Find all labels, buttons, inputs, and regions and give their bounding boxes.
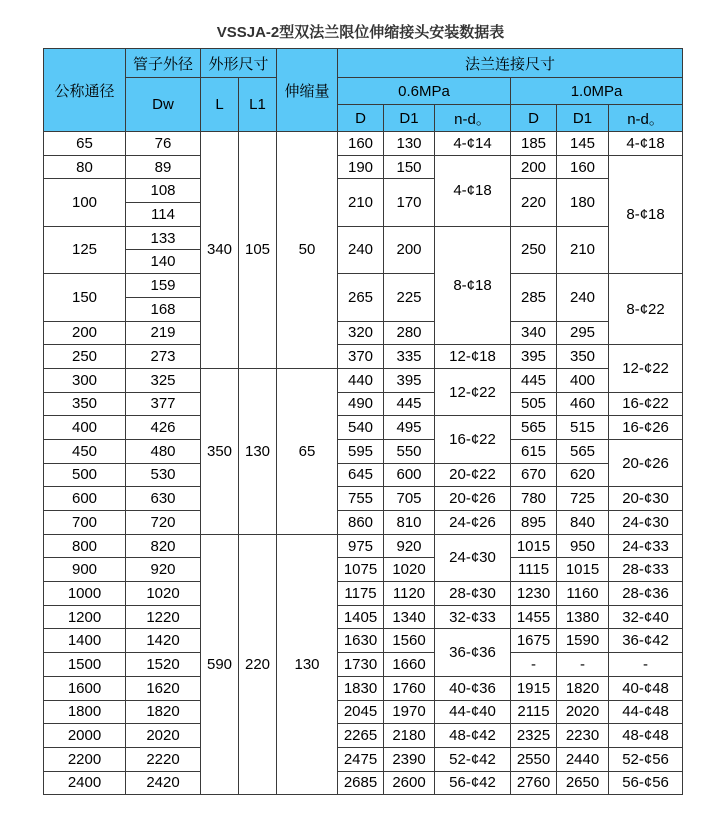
header-nd-10: n-d。 [609,105,683,132]
table-cell: 8-¢18 [435,226,511,344]
table-cell: 450 [44,439,126,463]
table-cell: 1760 [384,676,435,700]
table-cell: 1000 [44,582,126,606]
table-cell: 273 [126,345,201,369]
table-cell: 2045 [338,700,384,724]
table-cell: 160 [338,132,384,156]
table-cell: 1820 [126,700,201,724]
header-d1-10: D1 [557,105,609,132]
table-row [44,392,683,416]
table-cell: 200 [511,155,557,179]
table-cell: 2020 [557,700,609,724]
table-cell: 300 [44,368,126,392]
table-cell: 200 [384,226,435,273]
table-row [44,368,683,392]
table-cell: 820 [126,534,201,558]
table-cell: 28-¢33 [609,558,683,582]
table-cell: 36-¢36 [435,629,511,676]
table-cell: 400 [557,368,609,392]
table-cell: 150 [384,155,435,179]
table-cell: 2400 [44,771,126,795]
table-cell: 20-¢30 [609,487,683,511]
table-cell: 1820 [557,676,609,700]
table-row [44,653,683,677]
table-cell: 350 [557,345,609,369]
table-cell: 105 [239,132,277,369]
table-row [44,629,683,653]
table-cell: 20-¢26 [609,439,683,486]
table-cell: 210 [557,226,609,273]
table-row [44,463,683,487]
table-cell: 755 [338,487,384,511]
table-cell: 44-¢40 [435,700,511,724]
installation-data-table [43,48,683,795]
table-cell: 2550 [511,747,557,771]
table-cell: 1175 [338,582,384,606]
table-cell: 1800 [44,700,126,724]
table-cell: 1915 [511,676,557,700]
table-cell: 2230 [557,724,609,748]
table-cell: 280 [384,321,435,345]
table-cell: 480 [126,439,201,463]
header-d-10: D [511,105,557,132]
table-cell: 285 [511,274,557,321]
table-cell: 1730 [338,653,384,677]
table-cell: 1590 [557,629,609,653]
table-cell: 1220 [126,605,201,629]
table-cell: 8-¢18 [609,155,683,273]
table-cell: 24-¢30 [609,511,683,535]
table-cell: 200 [44,321,126,345]
table-cell: 780 [511,487,557,511]
table-cell: 1380 [557,605,609,629]
table-cell: 145 [557,132,609,156]
table-cell: 265 [338,274,384,321]
table-cell: 12-¢22 [435,368,511,415]
header-expansion-amount: 伸缩量 [277,49,338,132]
table-row [44,605,683,629]
table-cell: 40-¢36 [435,676,511,700]
table-cell: 24-¢33 [609,534,683,558]
table-cell: 190 [338,155,384,179]
table-cell: 1230 [511,582,557,606]
table-cell: 220 [511,179,557,226]
table-cell: 1560 [384,629,435,653]
table-cell: 340 [511,321,557,345]
table-cell: 2420 [126,771,201,795]
table-cell: 4-¢18 [435,155,511,226]
table-cell: 395 [384,368,435,392]
table-row [44,439,683,463]
table-cell: 440 [338,368,384,392]
table-cell: 16-¢22 [435,416,511,463]
table-cell: 395 [511,345,557,369]
header-row-1 [44,49,683,78]
table-cell: 150 [44,274,126,321]
table-cell: 400 [44,416,126,440]
header-d-06: D [338,105,384,132]
table-cell: 2760 [511,771,557,795]
table-row [44,345,683,369]
table-cell: 89 [126,155,201,179]
header-pressure-10mpa: 1.0MPa [511,78,683,105]
table-cell: 20-¢22 [435,463,511,487]
table-cell: 615 [511,439,557,463]
table-cell: 900 [44,558,126,582]
table-cell: 220 [239,534,277,795]
table-cell: 240 [557,274,609,321]
table-cell: 1970 [384,700,435,724]
table-cell: 24-¢30 [435,534,511,581]
table-row [44,274,683,298]
table-row [44,534,683,558]
table-cell: 225 [384,274,435,321]
table-cell: 114 [126,203,201,227]
table-row [44,155,683,179]
table-cell: 76 [126,132,201,156]
table-cell: 24-¢26 [435,511,511,535]
table-cell: 530 [126,463,201,487]
table-cell: 52-¢42 [435,747,511,771]
table-cell: 1420 [126,629,201,653]
table-cell: 133 [126,226,201,250]
table-row [44,676,683,700]
table-cell: 170 [384,179,435,226]
header-l1: L1 [239,78,277,132]
table-cell: 250 [44,345,126,369]
table-cell: 32-¢40 [609,605,683,629]
table-cell: 240 [338,226,384,273]
table-cell: 36-¢42 [609,629,683,653]
table-cell: 1620 [126,676,201,700]
table-cell: 670 [511,463,557,487]
table-cell: 445 [511,368,557,392]
table-cell: 295 [557,321,609,345]
table-cell: 550 [384,439,435,463]
table-cell: 377 [126,392,201,416]
table-cell: 1020 [384,558,435,582]
table-cell: 2220 [126,747,201,771]
table-cell: 1660 [384,653,435,677]
table-cell: 595 [338,439,384,463]
table-cell: 350 [201,368,239,534]
table-cell: 426 [126,416,201,440]
table-cell: 445 [384,392,435,416]
table-cell: 320 [338,321,384,345]
table-cell: 185 [511,132,557,156]
table-cell: - [609,653,683,677]
table-cell: - [511,653,557,677]
table-cell: 210 [338,179,384,226]
header-nominal-diameter: 公称通径 [44,49,126,132]
header-pressure-06mpa: 0.6MPa [338,78,511,105]
table-cell: 56-¢56 [609,771,683,795]
table-cell: 1830 [338,676,384,700]
table-cell: 840 [557,511,609,535]
table-cell: 810 [384,511,435,535]
table-cell: 4-¢18 [609,132,683,156]
table-cell: 2600 [384,771,435,795]
table-cell: 56-¢42 [435,771,511,795]
table-row [44,582,683,606]
table-cell: 645 [338,463,384,487]
table-cell: 100 [44,179,126,226]
table-cell: 80 [44,155,126,179]
table-cell: 12-¢18 [435,345,511,369]
page-title: VSSJA-2型双法兰限位伸缩接头安装数据表 [216,24,505,41]
table-cell: 600 [44,487,126,511]
table-cell: 1600 [44,676,126,700]
table-cell: 2325 [511,724,557,748]
table-cell: 1405 [338,605,384,629]
header-nd-06: n-d。 [435,105,511,132]
table-cell: 1015 [511,534,557,558]
header-row-2 [44,78,683,105]
table-cell: 16-¢26 [609,416,683,440]
table-cell: 1340 [384,605,435,629]
table-cell: 219 [126,321,201,345]
table-cell: 159 [126,274,201,298]
table-cell: 1500 [44,653,126,677]
table-cell: 48-¢48 [609,724,683,748]
table-cell: 2020 [126,724,201,748]
header-d1-06: D1 [384,105,435,132]
table-cell: 1115 [511,558,557,582]
table-row [44,771,683,795]
table-cell: 2390 [384,747,435,771]
table-cell: 65 [44,132,126,156]
table-cell: 490 [338,392,384,416]
table-cell: 180 [557,179,609,226]
table-cell: 160 [557,155,609,179]
table-row [44,179,683,203]
table-cell: 12-¢22 [609,345,683,392]
table-cell: 325 [126,368,201,392]
table-row [44,747,683,771]
table-cell: 700 [44,511,126,535]
header-dw: Dw [126,78,201,132]
table-cell: 20-¢26 [435,487,511,511]
table-cell: 630 [126,487,201,511]
table-cell: 340 [201,132,239,369]
table-row [44,700,683,724]
table-cell: 28-¢30 [435,582,511,606]
table-body [44,132,683,795]
table-cell: 1675 [511,629,557,653]
table-cell: 860 [338,511,384,535]
table-cell: 2440 [557,747,609,771]
table-header [44,49,683,132]
table-cell: 48-¢42 [435,724,511,748]
table-row [44,487,683,511]
table-cell: 1120 [384,582,435,606]
table-cell: 40-¢48 [609,676,683,700]
table-cell: 975 [338,534,384,558]
table-cell: 8-¢22 [609,274,683,345]
table-cell: 515 [557,416,609,440]
table-cell: 1630 [338,629,384,653]
table-cell: 4-¢14 [435,132,511,156]
table-cell: 720 [126,511,201,535]
table-cell: 52-¢56 [609,747,683,771]
table-cell: 920 [126,558,201,582]
table-cell: 2180 [384,724,435,748]
header-l: L [201,78,239,132]
table-row [44,321,683,345]
table-row [44,416,683,440]
header-flange-connection-dimensions: 法兰连接尺寸 [338,49,683,78]
table-cell: 495 [384,416,435,440]
table-cell: 1075 [338,558,384,582]
table-cell: 335 [384,345,435,369]
table-row [44,226,683,250]
table-cell: 460 [557,392,609,416]
table-cell: 168 [126,297,201,321]
table-cell: 125 [44,226,126,273]
table-cell: 28-¢36 [609,582,683,606]
header-pipe-outer-diameter: 管子外径 [126,49,201,78]
table-row [44,132,683,156]
table-row [44,511,683,535]
table-cell: 250 [511,226,557,273]
table-cell: 1200 [44,605,126,629]
table-cell: 800 [44,534,126,558]
table-cell: 2475 [338,747,384,771]
table-cell: 130 [384,132,435,156]
header-outline-dimensions: 外形尺寸 [201,49,277,78]
table-cell: 2650 [557,771,609,795]
table-cell: 540 [338,416,384,440]
table-row [44,558,683,582]
table-cell: 2200 [44,747,126,771]
table-cell: 600 [384,463,435,487]
table-cell: 1160 [557,582,609,606]
table-cell: 895 [511,511,557,535]
table-cell: 705 [384,487,435,511]
table-cell: 620 [557,463,609,487]
table-cell: 2685 [338,771,384,795]
table-cell: 1015 [557,558,609,582]
table-cell: 950 [557,534,609,558]
table-cell: 505 [511,392,557,416]
table-cell: 920 [384,534,435,558]
table-cell: 2000 [44,724,126,748]
table-cell: - [557,653,609,677]
table-cell: 65 [277,368,338,534]
table-cell: 590 [201,534,239,795]
table-cell: 1455 [511,605,557,629]
table-cell: 1520 [126,653,201,677]
table-cell: 32-¢33 [435,605,511,629]
table-cell: 50 [277,132,338,369]
table-cell: 370 [338,345,384,369]
table-cell: 2265 [338,724,384,748]
table-cell: 2115 [511,700,557,724]
table-cell: 140 [126,250,201,274]
table-cell: 500 [44,463,126,487]
table-cell: 108 [126,179,201,203]
table-cell: 130 [239,368,277,534]
table-cell: 350 [44,392,126,416]
table-cell: 1020 [126,582,201,606]
table-cell: 16-¢22 [609,392,683,416]
table-cell: 44-¢48 [609,700,683,724]
table-cell: 565 [511,416,557,440]
table-cell: 1400 [44,629,126,653]
table-cell: 130 [277,534,338,795]
table-cell: 725 [557,487,609,511]
table-row [44,724,683,748]
table-cell: 565 [557,439,609,463]
